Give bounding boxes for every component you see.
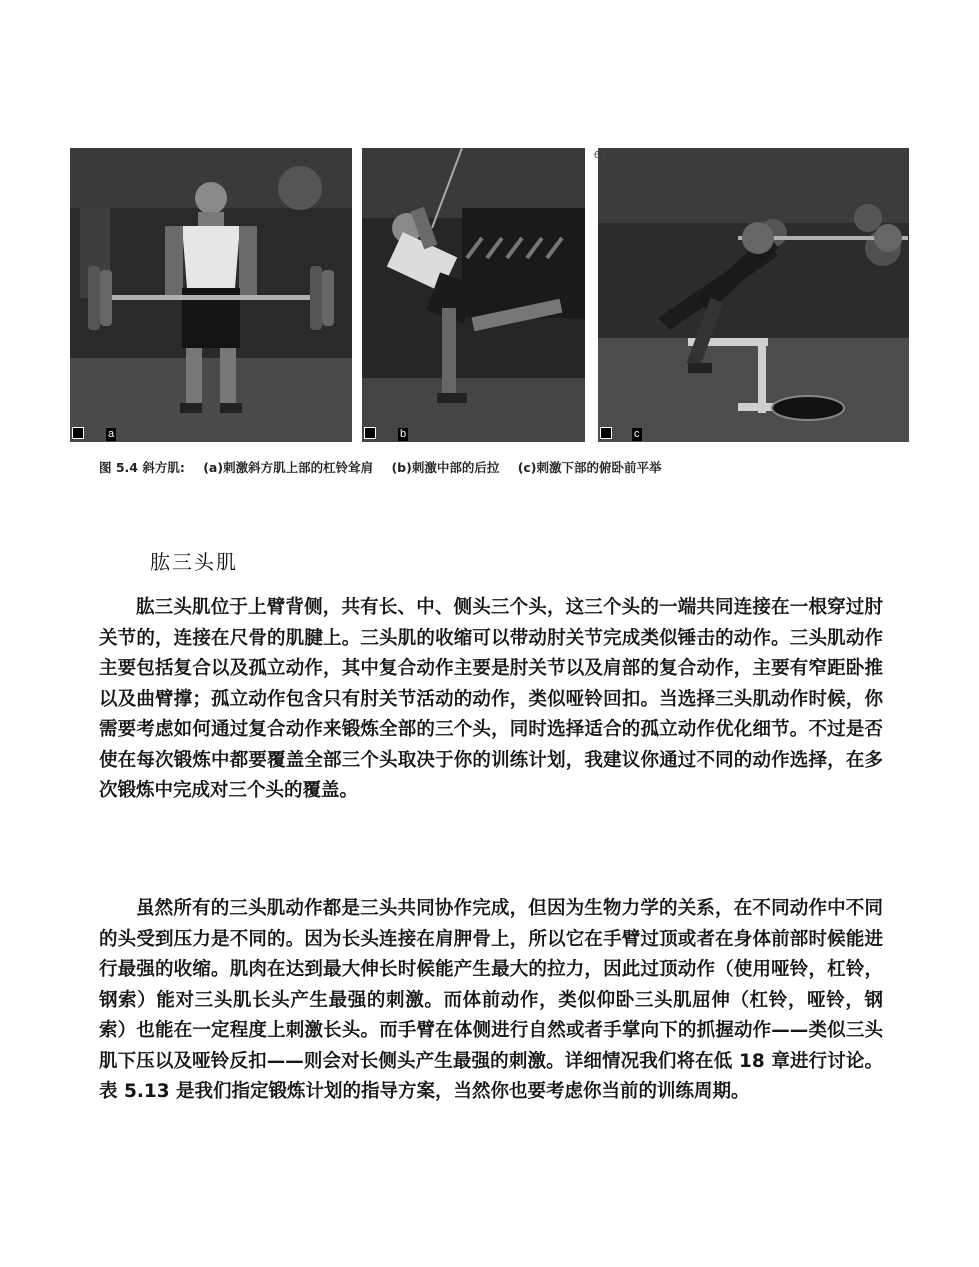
panel-marker-icon [72, 427, 84, 439]
body-paragraph: 虽然所有的三头肌动作都是三头共同协作完成，但因为生物力学的关系，在不同动作中不同的头受到压力是不同的。因为长头连接在肩胛骨上，所以它在手臂过顶或者在身体前部时候能进行最强的收缩。肌肉在达到最大伸长时候能产生最大的拉力，因此过顶动作（使用哑铃，杠铃，钢索）能对三头肌长头产生最强的刺激。而体前动作，类似仰卧三头肌屈伸（杠铃，哑铃，钢索）也能在一定程度上刺激长头。而手臂在体侧进行自然或者手掌向下的抓握动作——类似三头肌下压以及哑铃反扣——则会对长侧头产生最强的刺激。详细情况我们将在低 18 章进行讨论。表 5.13 是我们指定锻炼计划的指导方案，当然你也要考虑你当前的训练周期。 [99, 898, 883, 1102]
panel-marker-icon [600, 427, 612, 439]
panel-marker-icon [364, 427, 376, 439]
panel-tag: a [108, 428, 115, 440]
caption-label: 图 5.4 斜方肌: [99, 460, 185, 475]
panel-tag: c [634, 428, 640, 440]
caption-b: (b)刺激中部的后拉 [391, 460, 500, 475]
figure-caption [99, 458, 676, 476]
section-heading: 肱三头肌 [150, 550, 238, 574]
panel-tag: b [400, 428, 407, 440]
photo-barbell-shrug [70, 148, 352, 442]
body-paragraph: 肱三头肌位于上臂背侧，共有长、中、侧头三个头，这三个头的一端共同连接在一根穿过肘关节的，连接在尺骨的肌腱上。三头肌的收缩可以带动肘关节完成类似锤击的动作。三头肌动作主要包括复合以及孤立动作，其中复合动作主要是肘关节以及肩部的复合动作，主要有窄距卧推以及曲臂撑；孤立动作包含只有肘关节活动的动作，类似哑铃回扣。当选择三头肌动作时候，你需要考虑如何通过复合动作来锻炼全部的三个头，同时选择适合的孤立动作优化细节。不过是否使在每次锻炼中都要覆盖全部三个头取决于你的训练计划，我建议你通过不同的动作选择，在多次锻炼中完成对三个头的覆盖。 [99, 597, 883, 801]
caption-a: (a)刺激斜方肌上部的杠铃耸肩 [203, 460, 374, 475]
photo-cable-row [362, 148, 585, 442]
corner-mark: 6 E [594, 150, 610, 161]
caption-c: (c)刺激下部的俯卧前平举 [517, 460, 662, 475]
photo-prone-front-raise [598, 148, 909, 442]
